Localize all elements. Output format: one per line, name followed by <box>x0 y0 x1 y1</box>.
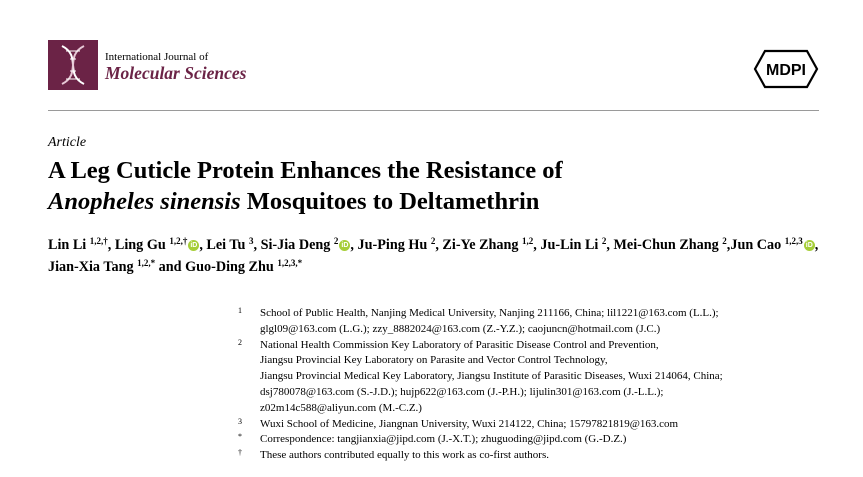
author-name: Jun Cao <box>730 237 782 253</box>
title-line-2-rest: Mosquitoes to Deltamethrin <box>240 188 540 215</box>
affiliation-line: Correspondence: tangjianxia@jipd.com (J.-X.T.); zhuguoding@jipd.com (G.-D.Z.) <box>260 433 627 446</box>
author-affiliation-marker: 1,2,3 <box>784 236 803 246</box>
author-list <box>48 234 828 278</box>
affiliation-entry <box>238 448 818 464</box>
orcid-icon[interactable]: iD <box>190 242 198 249</box>
header-divider <box>48 110 819 111</box>
article-type: Article <box>48 135 87 150</box>
affiliation-entry <box>238 306 818 338</box>
author-affiliation-marker: 2 <box>601 236 607 246</box>
author-name: Jian-Xia Tang <box>48 259 134 275</box>
affiliation-marker: 1 <box>238 306 242 315</box>
author-separator: , <box>199 237 207 253</box>
affiliation-line: Jiangsu Provincial Medical Key Laboratory, Jiangsu Institute of Parasitic Diseases, Wuxi 214064, China; <box>260 370 723 383</box>
author-separator: , <box>435 237 443 253</box>
mdpi-logo-text: MDPI <box>766 62 806 79</box>
affiliation-marker: 3 <box>238 416 242 426</box>
affiliation-line: These authors contributed equally to this work as co-first authors. <box>260 449 549 462</box>
affiliation-line: School of Public Health, Nanjing Medical University, Nanjing 211166, China; lil1221@163.com (L.L.); <box>260 307 719 319</box>
author-separator: , <box>253 237 261 253</box>
author-name: Ju-Ping Hu <box>357 237 428 253</box>
affiliation-marker: 2 <box>238 337 242 347</box>
author-name: Si-Jia Deng <box>260 237 331 253</box>
author-affiliation-marker: 2 <box>430 236 436 246</box>
affiliation-marker: † <box>238 448 242 458</box>
affiliation-line: National Health Commission Key Laboratory of Parasitic Disease Control and Prevention, <box>260 338 659 351</box>
author-name: Guo-Ding Zhu <box>185 259 274 275</box>
affiliation-line: glgl09@163.com (L.G.); zzy_8882024@163.com (Z.-Y.Z.); caojuncn@hotmail.com (J.C.) <box>260 322 661 335</box>
author-separator: , <box>533 237 541 253</box>
affiliation-entry <box>238 432 818 448</box>
author-name: Mei-Chun Zhang <box>613 237 719 253</box>
author-separator: , <box>350 237 358 253</box>
author-affiliation-marker: 2 <box>333 236 339 246</box>
orcid-icon[interactable]: iD <box>341 242 349 249</box>
journal-name: Molecular Sciences <box>105 63 247 83</box>
dna-helix-logo-icon <box>48 40 98 90</box>
author-separator: , <box>726 237 731 253</box>
affiliation-line: dsj780078@163.com (S.-J.D.); hujp622@163.com (J.-P.H.); lijulin301@163.com (J.-L.L.); <box>260 385 664 398</box>
author-separator: , <box>814 237 819 253</box>
affiliation-line: Jiangsu Provincial Key Laboratory on Parasite and Vector Control Technology, <box>260 354 608 367</box>
affiliation-line: Wuxi School of Medicine, Jiangnan University, Wuxi 214122, China; 15797821819@163.com <box>260 417 679 430</box>
author-affiliation-marker: 1,2,† <box>169 236 188 246</box>
affiliation-marker: * <box>238 432 242 442</box>
author-affiliation-marker: 1,2 <box>522 236 534 246</box>
author-separator: and <box>155 259 186 275</box>
paper-title <box>48 155 563 217</box>
author-affiliation-marker: 2 <box>722 236 727 246</box>
author-separator: , <box>107 237 115 253</box>
author-name: Lei Tu <box>206 237 246 253</box>
mdpi-logo[interactable] <box>753 49 819 89</box>
author-affiliation-marker: 1,2,* <box>137 258 156 268</box>
title-species: Anopheles sinensis <box>48 188 241 215</box>
author-name: Lin Li <box>48 237 87 253</box>
author-name: Zi-Ye Zhang <box>442 237 519 253</box>
title-line-1: A Leg Cuticle Protein Enhances the Resistance of <box>48 157 563 184</box>
affiliation-entry <box>238 417 818 433</box>
orcid-icon[interactable]: iD <box>805 242 813 249</box>
affiliations <box>238 306 818 464</box>
affiliation-line: z02m14c588@aliyun.com (M.-C.Z.) <box>260 401 422 414</box>
author-name: Ju-Lin Li <box>540 237 599 253</box>
author-separator: , <box>606 237 614 253</box>
affiliation-entry <box>238 338 818 417</box>
author-affiliation-marker: 1,2,† <box>89 236 108 246</box>
journal-header <box>48 40 819 92</box>
journal-name-small: International Journal of <box>105 51 209 63</box>
title-line-2 <box>48 186 563 217</box>
author-affiliation-marker: 1,2,3,* <box>277 258 303 268</box>
author-name: Ling Gu <box>114 237 166 253</box>
author-affiliation-marker: 3 <box>249 236 254 246</box>
